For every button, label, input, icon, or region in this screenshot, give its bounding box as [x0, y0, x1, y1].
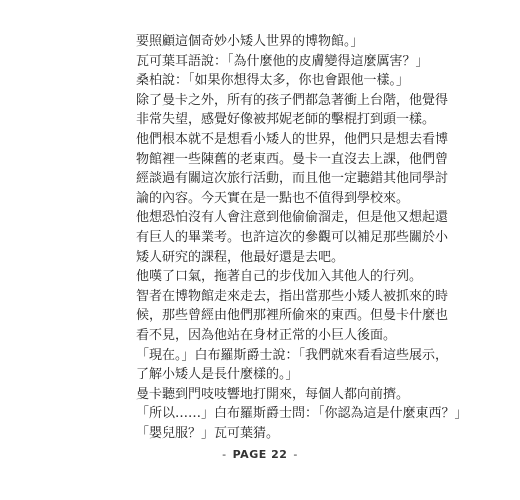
text-line: 有巨人的畢業考。也許這次的參觀可以補足那些關於小	[136, 229, 449, 245]
text-line: 智者在博物館走來走去，指出當那些小矮人被抓來的時	[136, 288, 449, 304]
text-line: 「現在。」白布羅斯爵士說：「我們就來看看這些展示，	[136, 347, 449, 363]
text-line: 「嬰兒服？」瓦可葉猜。	[136, 425, 280, 441]
text-line: 經談過有關這次旅行活動，而且他一定聽錯其他同學討	[136, 171, 449, 187]
text-line: 桑柏說：「如果你想得太多，你也會跟他一樣。」	[136, 73, 410, 89]
text-line: 除了曼卡之外，所有的孩子們都急著衝上台階，他覺得	[136, 92, 449, 108]
text-line: 他嘆了口氣，拖著自己的步伐加入其他人的行列。	[136, 269, 423, 285]
text-line: 了解小矮人是長什麼樣的。」	[136, 367, 299, 383]
text-line: 他想恐怕沒有人會注意到他偷偷溜走，但是他又想起還	[136, 210, 449, 226]
text-line: 矮人研究的課程，他最好還是去吧。	[136, 249, 345, 265]
page-number: PAGE 22	[232, 448, 288, 461]
text-line: 候，那些曾經由他們那裡所偷來的東西。但曼卡什麼也	[136, 308, 449, 324]
text-line: 曼卡聽到門吱吱響地打開來，每個人都向前擠。	[136, 386, 410, 402]
page-footer	[0, 448, 520, 461]
text-line: 看不見，因為他站在身材正常的小巨人後面。	[136, 327, 397, 343]
footer-dash-right: -	[293, 448, 298, 461]
text-line: 他們根本就不是想看小矮人的世界，他們只是想去看博	[136, 131, 449, 147]
text-line: 物館裡一些陳舊的老東西。曼卡一直沒去上課，他們曾	[136, 151, 449, 167]
text-line: 「所以……」白布羅斯爵士問：「你認為這是什麼東西？」	[136, 406, 468, 422]
text-line: 瓦可葉耳語說：「為什麼他的皮膚變得這麼厲害？」	[136, 53, 429, 69]
footer-dash-left: -	[222, 448, 227, 461]
body-text	[136, 32, 468, 443]
text-line: 非常失望，感覺好像被邦妮老師的擊棍打到頭一樣。	[136, 112, 436, 128]
text-line: 論的內容。今天實在是一點也不值得到學校來。	[136, 190, 410, 206]
text-line: 要照顧這個奇妙小矮人世界的博物館。」	[136, 34, 364, 49]
